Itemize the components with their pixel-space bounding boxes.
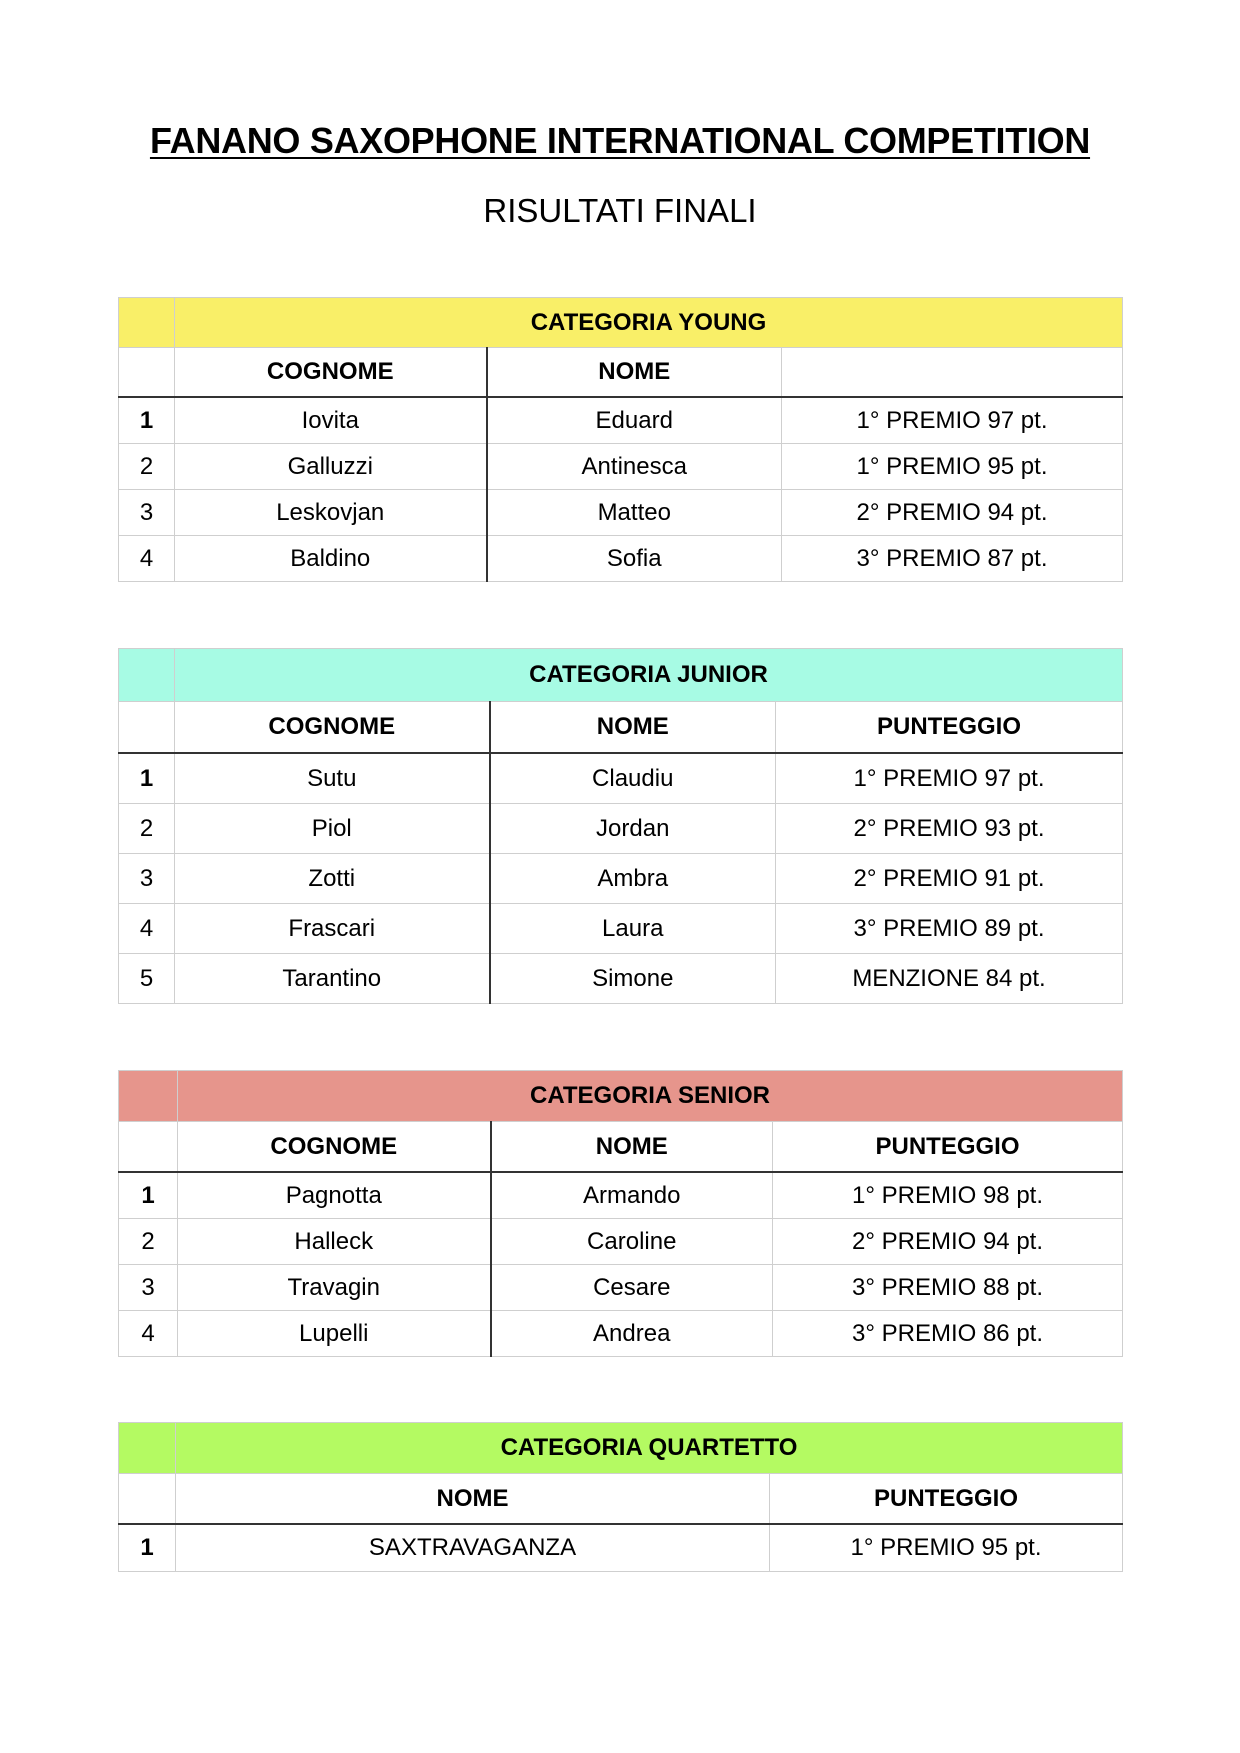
rank-column-header — [119, 702, 175, 754]
rank-cell: 1 — [119, 397, 175, 444]
rank-cell: 3 — [119, 854, 175, 904]
table-row — [119, 954, 1123, 1004]
nome-column-header: NOME — [490, 702, 776, 754]
nome-cell: Caroline — [491, 1219, 773, 1265]
cognome-column-header: COGNOME — [175, 702, 490, 754]
page-subtitle: RISULTATI FINALI — [483, 192, 757, 229]
rank-cell: 4 — [119, 904, 175, 954]
punteggio-cell: 1° PREMIO 95 pt. — [782, 444, 1123, 490]
table-row — [119, 444, 1123, 490]
band-spacer — [119, 298, 175, 348]
punteggio-cell: 2° PREMIO 94 pt. — [773, 1219, 1123, 1265]
nome-cell: Ambra — [490, 854, 776, 904]
table-header-band — [119, 1423, 1123, 1474]
punteggio-column-header — [782, 348, 1123, 398]
cognome-cell: Galluzzi — [175, 444, 487, 490]
table-row — [119, 1265, 1123, 1311]
rank-cell: 1 — [119, 1172, 178, 1219]
table-row — [119, 397, 1123, 444]
category-heading: CATEGORIA YOUNG — [175, 298, 1123, 348]
rank-cell: 3 — [119, 1265, 178, 1311]
table-header-band — [119, 649, 1123, 702]
punteggio-column-header: PUNTEGGIO — [773, 1122, 1123, 1173]
quartetto-results-table — [118, 1422, 1123, 1572]
table-row — [119, 753, 1123, 804]
table-row — [119, 854, 1123, 904]
senior-results-table — [118, 1070, 1123, 1357]
punteggio-cell: MENZIONE 84 pt. — [776, 954, 1123, 1004]
young-results-table — [118, 297, 1123, 582]
column-header-row — [119, 348, 1123, 398]
cognome-cell: Tarantino — [175, 954, 490, 1004]
rank-column-header — [119, 1474, 176, 1525]
nome-column-header: NOME — [487, 348, 782, 398]
column-header-row — [119, 1122, 1123, 1173]
punteggio-column-header: PUNTEGGIO — [776, 702, 1123, 754]
band-spacer — [119, 1423, 176, 1474]
table-row — [119, 1219, 1123, 1265]
column-header-row — [119, 702, 1123, 754]
table-row — [119, 904, 1123, 954]
punteggio-cell: 1° PREMIO 97 pt. — [776, 753, 1123, 804]
punteggio-cell: 2° PREMIO 93 pt. — [776, 804, 1123, 854]
cognome-cell: Piol — [175, 804, 490, 854]
nome-cell: Laura — [490, 904, 776, 954]
cognome-cell: Lupelli — [178, 1311, 491, 1357]
nome-cell: Claudiu — [490, 753, 776, 804]
table-header-band — [119, 1071, 1123, 1122]
cognome-cell: Baldino — [175, 536, 487, 582]
rank-cell: 4 — [119, 1311, 178, 1357]
punteggio-cell: 3° PREMIO 88 pt. — [773, 1265, 1123, 1311]
nome-column-header: NOME — [491, 1122, 773, 1173]
punteggio-cell: 1° PREMIO 95 pt. — [770, 1524, 1123, 1572]
table-row — [119, 490, 1123, 536]
cognome-cell: Sutu — [175, 753, 490, 804]
nome-cell: Simone — [490, 954, 776, 1004]
nome-cell: Antinesca — [487, 444, 782, 490]
nome-column-header: NOME — [176, 1474, 770, 1525]
cognome-cell: Leskovjan — [175, 490, 487, 536]
nome-cell: Sofia — [487, 536, 782, 582]
rank-cell: 5 — [119, 954, 175, 1004]
category-heading: CATEGORIA QUARTETTO — [176, 1423, 1123, 1474]
nome-cell: SAXTRAVAGANZA — [176, 1524, 770, 1572]
punteggio-cell: 3° PREMIO 87 pt. — [782, 536, 1123, 582]
junior-results-table — [118, 648, 1123, 1004]
punteggio-cell: 3° PREMIO 86 pt. — [773, 1311, 1123, 1357]
nome-cell: Andrea — [491, 1311, 773, 1357]
rank-column-header — [119, 1122, 178, 1173]
nome-cell: Jordan — [490, 804, 776, 854]
punteggio-cell: 2° PREMIO 94 pt. — [782, 490, 1123, 536]
cognome-cell: Frascari — [175, 904, 490, 954]
punteggio-column-header: PUNTEGGIO — [770, 1474, 1123, 1525]
rank-cell: 2 — [119, 804, 175, 854]
nome-cell: Matteo — [487, 490, 782, 536]
cognome-cell: Travagin — [178, 1265, 491, 1311]
table-row — [119, 804, 1123, 854]
column-header-row — [119, 1474, 1123, 1525]
rank-cell: 1 — [119, 1524, 176, 1572]
table-row — [119, 1524, 1123, 1572]
table-row — [119, 536, 1123, 582]
category-heading: CATEGORIA JUNIOR — [175, 649, 1123, 702]
category-heading: CATEGORIA SENIOR — [178, 1071, 1123, 1122]
table-row — [119, 1311, 1123, 1357]
punteggio-cell: 1° PREMIO 97 pt. — [782, 397, 1123, 444]
cognome-cell: Halleck — [178, 1219, 491, 1265]
cognome-column-header: COGNOME — [175, 348, 487, 398]
rank-column-header — [119, 348, 175, 398]
punteggio-cell: 2° PREMIO 91 pt. — [776, 854, 1123, 904]
punteggio-cell: 3° PREMIO 89 pt. — [776, 904, 1123, 954]
cognome-column-header: COGNOME — [178, 1122, 491, 1173]
rank-cell: 4 — [119, 536, 175, 582]
rank-cell: 3 — [119, 490, 175, 536]
nome-cell: Cesare — [491, 1265, 773, 1311]
rank-cell: 2 — [119, 444, 175, 490]
cognome-cell: Zotti — [175, 854, 490, 904]
nome-cell: Armando — [491, 1172, 773, 1219]
cognome-cell: Iovita — [175, 397, 487, 444]
table-header-band — [119, 298, 1123, 348]
punteggio-cell: 1° PREMIO 98 pt. — [773, 1172, 1123, 1219]
page-title: FANANO SAXOPHONE INTERNATIONAL COMPETITION — [149, 120, 1091, 161]
band-spacer — [119, 649, 175, 702]
rank-cell: 1 — [119, 753, 175, 804]
band-spacer — [119, 1071, 178, 1122]
nome-cell: Eduard — [487, 397, 782, 444]
cognome-cell: Pagnotta — [178, 1172, 491, 1219]
table-row — [119, 1172, 1123, 1219]
rank-cell: 2 — [119, 1219, 178, 1265]
